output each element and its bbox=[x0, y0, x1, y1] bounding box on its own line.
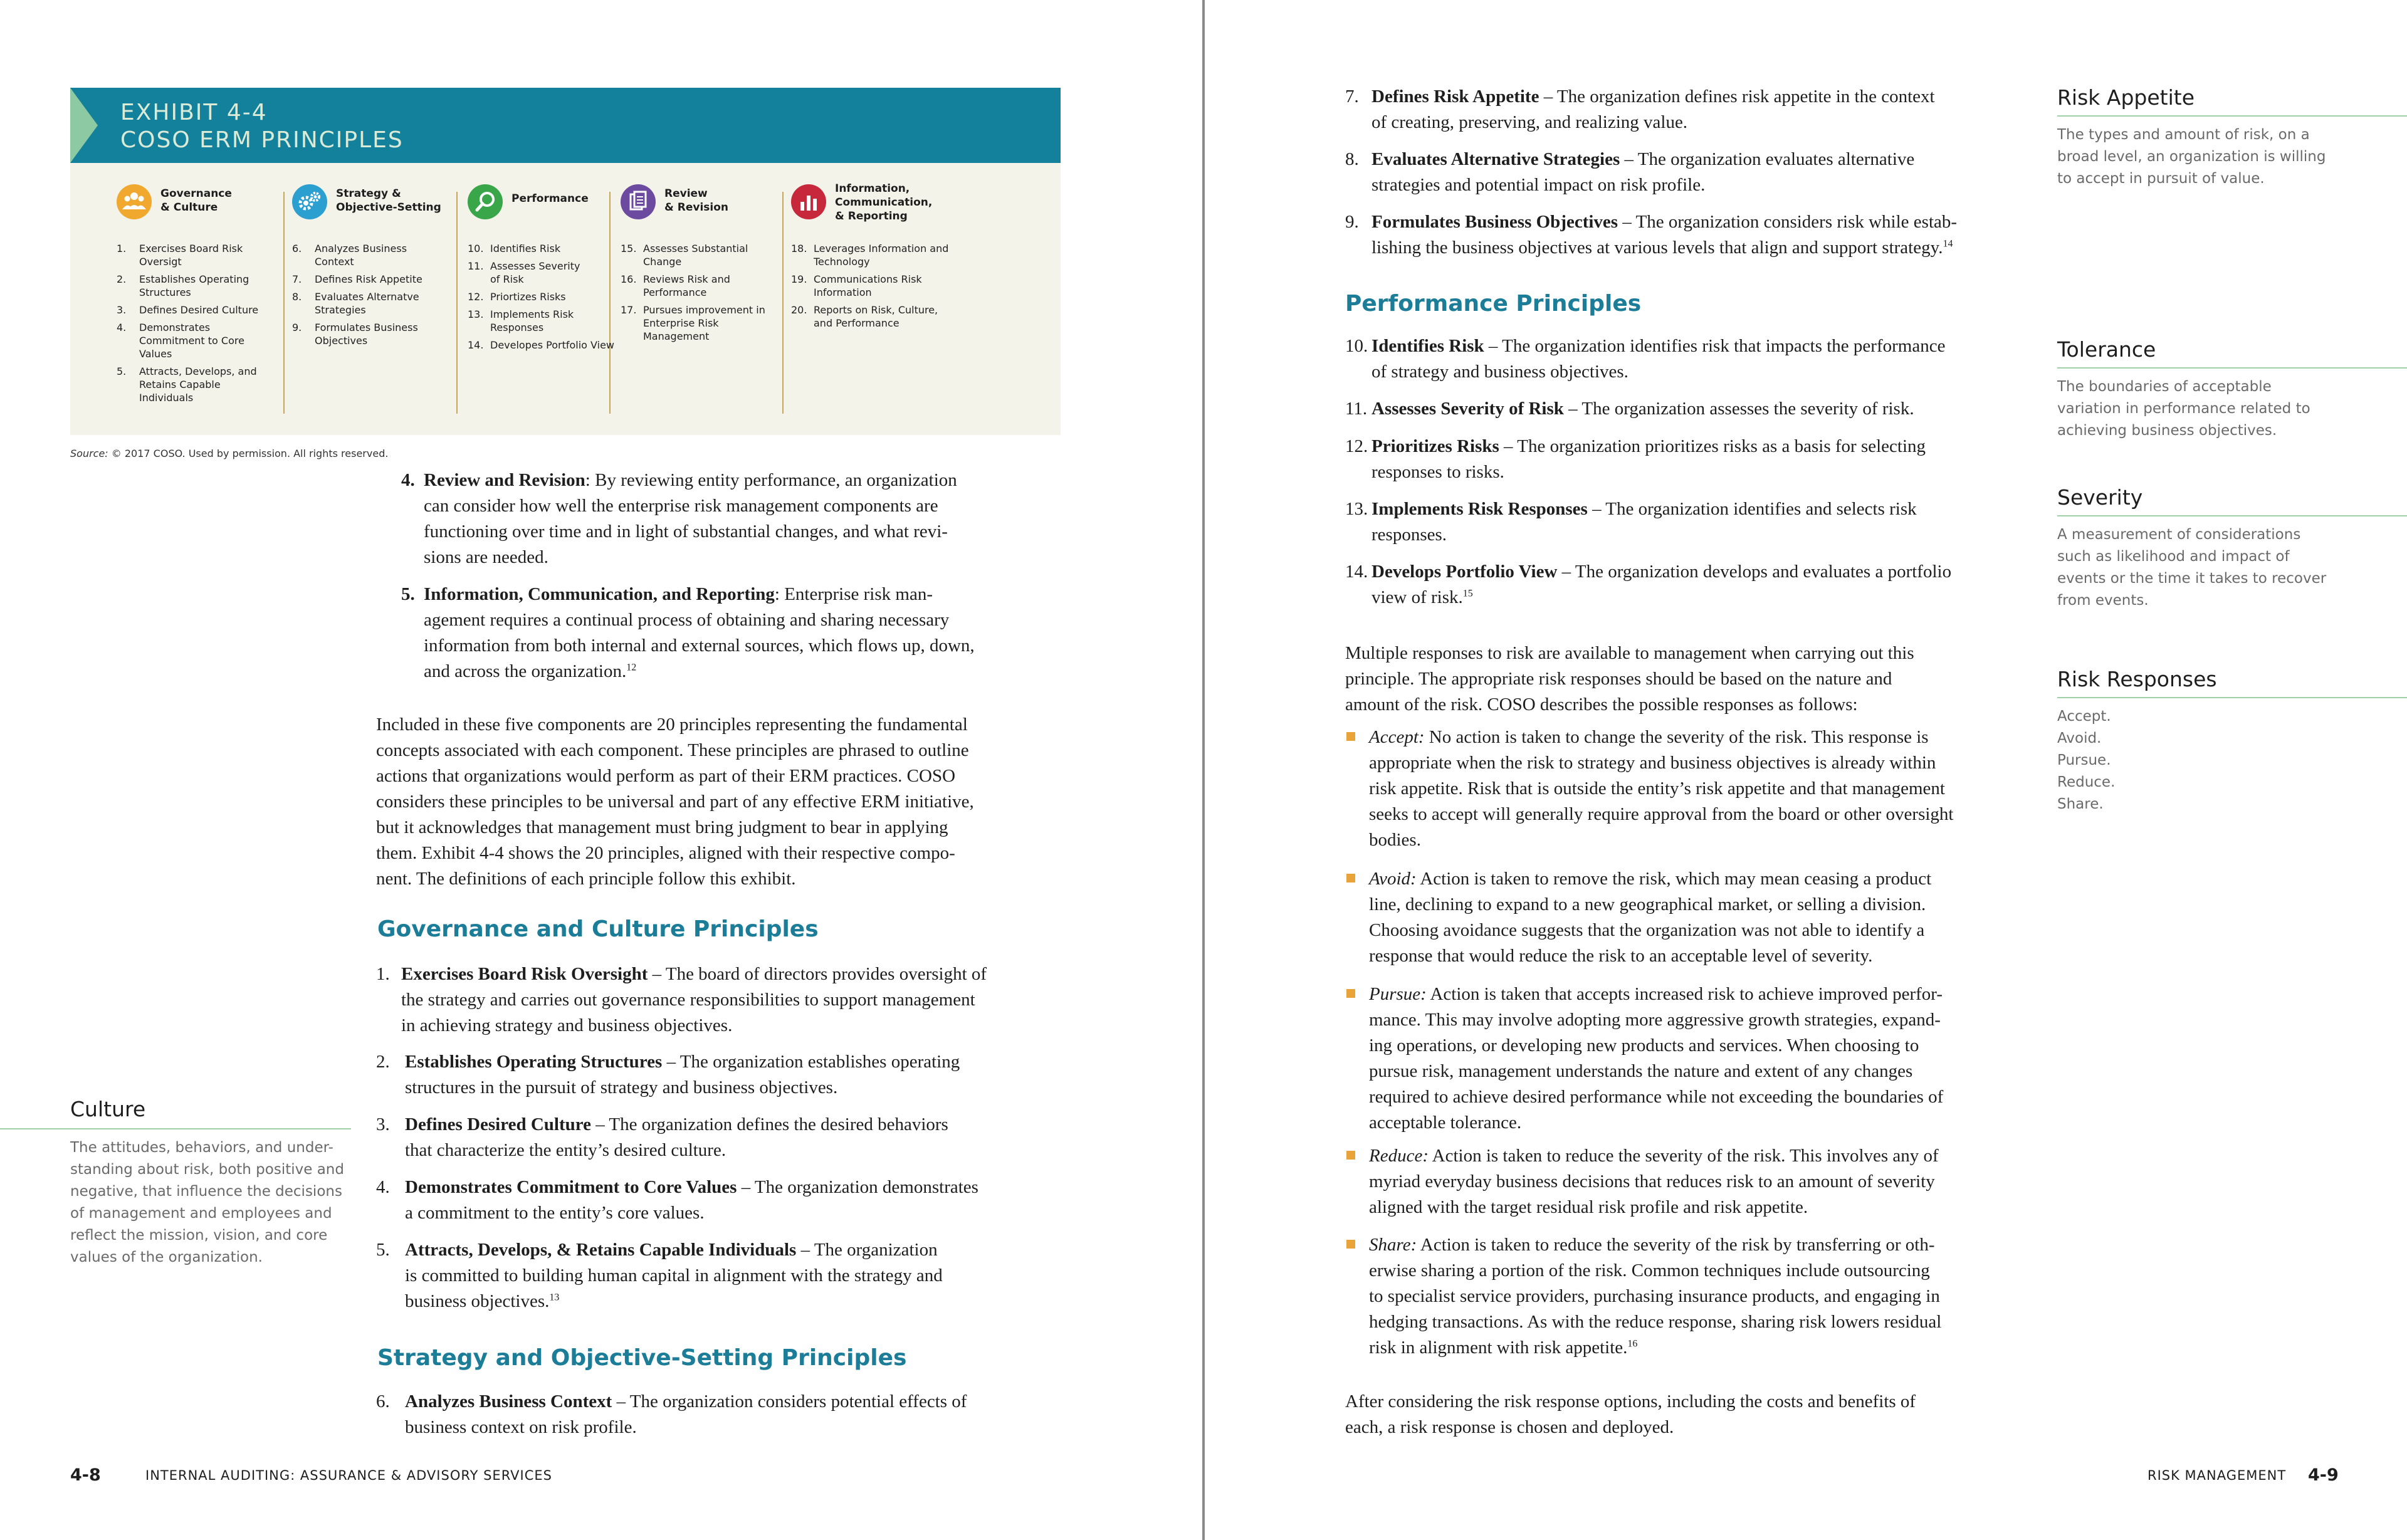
footnote-ref[interactable]: 12 bbox=[626, 662, 637, 673]
exhibit-title-line2: COSO ERM PRINCIPLES bbox=[120, 127, 404, 153]
principle-item: 10. Identifies Risk bbox=[468, 243, 561, 254]
paragraph-after-options: After considering the risk response options, including the costs and benefits of each, a risk response is chosen and deployed. bbox=[1345, 1391, 1916, 1437]
item-term: Develops Portfolio View bbox=[1371, 562, 1558, 582]
principle-13: 13. Implements Risk Responses – The organization identifies and selects risk responses. bbox=[1345, 499, 1917, 545]
sidebar-rule bbox=[2057, 697, 2407, 698]
response-term: Accept: bbox=[1369, 727, 1425, 747]
paragraph-principles-intro: Included in these five components are 20 principles representing the fundamental concepts associated with each component. These principles are phrased to outline actions that organizations would perform as part of their ERM practices. COSO considers these principles to be universal and part of any effective ERM initiative, but it acknowledges that management must bring judgment to bear in applying them. Exhibit 4-4 shows the 20 principles, aligned with their respective compo- nent. The definitions of each principle follow this exhibit. bbox=[376, 715, 974, 889]
principle-list bbox=[117, 242, 267, 409]
item-term: Exercises Board Risk Oversight bbox=[401, 964, 648, 984]
heading-performance-principles: Performance Principles bbox=[1345, 291, 1642, 317]
bullet-square-icon bbox=[1346, 1151, 1355, 1160]
principle-4: 4. Demonstrates Commitment to Core Values – The organization demonstrates a commitment to the entity’s core values. bbox=[376, 1177, 978, 1223]
exhibit-title-line1: EXHIBIT 4-4 bbox=[120, 100, 268, 125]
component-item-information: 5. Information, Communication, and Reporting: Enterprise risk man- agement requires a continual process of obtaining and sharing necessary information from both internal and external sources, which flows up, down, and across the organization.$^{12}$ bbox=[401, 584, 975, 681]
principle-7: 7. Defines Risk Appetite – The organization defines risk appetite in the context of creating, preserving, and realizing value. bbox=[1345, 86, 1935, 132]
bullet-square-icon bbox=[1346, 1240, 1355, 1249]
principle-12: 12. Prioritizes Risks – The organization prioritizes risks as a basis for selecting responses to risks. bbox=[1345, 436, 1926, 482]
sidebar-definition-severity: A measurement of considerations such as likelihood and impact of events or the time it takes to recover from events. bbox=[2057, 526, 2327, 609]
principle-item: 8. Evaluates Alternatve Strategies bbox=[292, 291, 419, 316]
item-term: Attracts, Develops, & Retains Capable Individuals bbox=[405, 1240, 797, 1260]
sidebar-rule bbox=[0, 1128, 351, 1129]
bullet-square-icon bbox=[1346, 732, 1355, 741]
principle-list bbox=[292, 242, 449, 352]
item-term: Information, Communication, and Reporting bbox=[424, 584, 775, 604]
bullet-square-icon bbox=[1346, 989, 1355, 998]
principle-5: 5. Attracts, Develops, & Retains Capable Individuals – The organization is committed to building human capital in alignment with the strategy and business objectives.$^{13}$ bbox=[376, 1240, 943, 1311]
principle-item: 13. Implements Risk Responses bbox=[468, 308, 574, 333]
principle-item: 2. Establishes Operating Structures bbox=[117, 273, 249, 298]
documents-icon bbox=[621, 184, 656, 219]
principle-list bbox=[621, 242, 771, 347]
response-avoid: Avoid: Action is taken to remove the risk, which may mean ceasing a product line, declining to expand to a new geographical market, or selling a division. Choosing avoidance suggests that the organization was not able to identify a response that would reduce the risk to an acceptable level of severity. bbox=[1369, 869, 1932, 966]
sidebar-term-risk-responses: Risk Responses bbox=[2057, 667, 2217, 691]
sidebar-term-severity: Severity bbox=[2057, 485, 2143, 510]
component-heading bbox=[336, 187, 441, 214]
heading-line: Governance bbox=[160, 187, 232, 200]
principle-item: 14. Developes Portfolio View bbox=[468, 339, 615, 351]
response-term: Avoid: bbox=[1369, 869, 1417, 889]
item-term: Implements Risk Responses bbox=[1371, 499, 1588, 519]
sidebar-definition-tolerance: The boundaries of acceptable variation in performance related to achieving business objectives. bbox=[2057, 379, 2310, 439]
principle-item: 18. Leverages Information and Technology bbox=[791, 243, 949, 268]
principle-9: 9. Formulates Business Objectives – The organization considers risk while estab- lishing the business objectives at various levels that align and support strategy.$^{14}$ bbox=[1345, 212, 1958, 258]
principle-item: 5. Attracts, Develops, and Retains Capable Individuals bbox=[117, 365, 257, 404]
principle-2: 2. Establishes Operating Structures – The organization establishes operating structures in the pursuit of strategy and business objectives. bbox=[376, 1052, 960, 1097]
footnote-ref[interactable]: 14 bbox=[1943, 238, 1953, 249]
people-icon bbox=[117, 184, 152, 219]
bar-chart-icon bbox=[791, 184, 826, 219]
principle-item: 20. Reports on Risk, Culture, and Performance bbox=[791, 304, 938, 329]
exhibit-banner-tab bbox=[70, 88, 98, 163]
item-term: Analyzes Business Context bbox=[405, 1391, 612, 1412]
response-share: Share: Action is taken to reduce the severity of the risk by transferring or oth- erwise sharing a portion of the risk. Common techniques include outsourcing to specialist service providers, purchasing insurance products, and engaging in hedging transactions. As with the reduce response, sharing risk lowers residual risk in alignment with risk appetite.$^{16}$ bbox=[1369, 1235, 1942, 1358]
item-term: Assesses Severity of Risk bbox=[1371, 399, 1564, 419]
sidebar-term-tolerance: Tolerance bbox=[2057, 337, 2156, 362]
sidebar-definition-culture: The attitudes, behaviors, and under- standing about risk, both positive and negative, that influence the decisions of management and employees and reflect the mission, vision, and core values of the organization. bbox=[70, 1139, 344, 1265]
heading-line: & Culture bbox=[160, 201, 218, 214]
principle-8: 8. Evaluates Alternative Strategies – The organization evaluates alternative strategies and potential impact on risk profile. bbox=[1345, 149, 1915, 195]
item-term: Formulates Business Objectives bbox=[1371, 212, 1618, 232]
principle-item: 16. Reviews Risk and Performance bbox=[621, 273, 730, 298]
item-term: Defines Risk Appetite bbox=[1371, 86, 1539, 107]
principle-item: 4. Demonstrates Commitment to Core Values bbox=[117, 322, 244, 360]
heading-line: Performance bbox=[511, 192, 589, 205]
heading-line: Objective-Setting bbox=[336, 201, 441, 214]
principle-item: 12. Priortizes Risks bbox=[468, 291, 566, 303]
component-heading bbox=[664, 187, 728, 214]
heading-line: Communication, bbox=[835, 196, 933, 209]
sidebar-definition-risk-responses: Accept. Avoid. Pursue. Reduce. Share. bbox=[2057, 708, 2116, 812]
principle-item: 7. Defines Risk Appetite bbox=[292, 273, 422, 285]
component-heading bbox=[511, 192, 589, 206]
principle-item: 11. Assesses Severity of Risk bbox=[468, 260, 580, 285]
component-heading bbox=[835, 182, 932, 223]
principle-3: 3. Defines Desired Culture – The organization defines the desired behaviors that characterize the entity’s desired culture. bbox=[376, 1114, 948, 1160]
principle-14: 14. Develops Portfolio View – The organization develops and evaluates a portfolio view of risk.$^{15}$ bbox=[1345, 562, 1952, 607]
paragraph-risk-responses-intro: Multiple responses to risk are available to management when carrying out this principle. The appropriate risk responses should be based on the nature and amount of the risk. COSO describes the possible responses as follows: bbox=[1345, 643, 1914, 715]
page-gutter bbox=[1202, 0, 1205, 1540]
response-pursue: Pursue: Action is taken that accepts increased risk to achieve improved perfor- mance. This may involve adopting more aggressive growth strategies, expand- ing operations, or developing new products and services. When choosing to pursue risk, management understands the nature and extent of any changes required to achieve desired performance while not exceeding the boundaries of acceptable tolerance. bbox=[1369, 984, 1944, 1133]
response-term: Pursue: bbox=[1369, 984, 1427, 1004]
response-accept: Accept: No action is taken to change the severity of the risk. This response is appropriate when the risk to strategy and business objectives is already within risk appetite. Risk that is outside the entity’s risk appetite and that management seeks to accept will generally require approval from the board or other oversight bodies. bbox=[1369, 727, 1954, 850]
principle-item: 3. Defines Desired Culture bbox=[117, 304, 259, 316]
component-heading bbox=[160, 187, 232, 214]
item-term: Identifies Risk bbox=[1371, 336, 1484, 356]
principle-list bbox=[468, 242, 615, 356]
sidebar-term-risk-appetite: Risk Appetite bbox=[2057, 85, 2195, 110]
exhibit-source bbox=[70, 448, 388, 459]
heading-line: Review bbox=[664, 187, 708, 200]
principle-11: 11. Assesses Severity of Risk – The organization assesses the severity of risk. bbox=[1345, 399, 1914, 419]
principle-10: 10. Identifies Risk – The organization identifies risk that impacts the performance of strategy and business objectives. bbox=[1345, 336, 1946, 382]
sidebar-rule bbox=[2057, 367, 2407, 369]
running-footer-right: RISK MANAGEMENT bbox=[2147, 1468, 2287, 1483]
component-item-review-revision: 4. Review and Revision: By reviewing entity performance, an organization can consider how well the enterprise risk management components are functioning over time and in light of substantial changes, and what revi- sions are needed. bbox=[401, 470, 957, 567]
principle-item: 6. Analyzes Business Context bbox=[292, 243, 407, 268]
column-divider bbox=[456, 192, 458, 414]
heading-line: Strategy & bbox=[336, 187, 401, 200]
item-term: Establishes Operating Structures bbox=[405, 1052, 663, 1072]
page-number-right: 4-9 bbox=[2308, 1465, 2339, 1485]
heading-line: & Revision bbox=[664, 201, 728, 214]
principle-list bbox=[791, 242, 954, 334]
column-divider bbox=[782, 192, 784, 414]
magnifier-icon bbox=[468, 184, 503, 219]
footnote-ref[interactable]: 13 bbox=[549, 1292, 560, 1303]
bullet-square-icon bbox=[1346, 874, 1355, 883]
heading-governance-culture-principles: Governance and Culture Principles bbox=[377, 916, 819, 942]
principle-item: 15. Assesses Substantial Change bbox=[621, 243, 748, 268]
heading-strategy-objective-principles: Strategy and Objective-Setting Principles bbox=[377, 1345, 907, 1371]
exhibit-title bbox=[120, 99, 404, 154]
item-term: Prioritizes Risks bbox=[1371, 436, 1499, 456]
principle-item: 17. Pursues improvement in Enterprise Risk Management bbox=[621, 304, 765, 342]
item-term: Evaluates Alternative Strategies bbox=[1371, 149, 1620, 169]
source-label: Source: bbox=[70, 448, 108, 459]
sidebar-definition-risk-appetite: The types and amount of risk, on a broad level, an organization is willing to accept in pursuit of value. bbox=[2057, 127, 2326, 187]
item-term: Defines Desired Culture bbox=[405, 1114, 591, 1134]
principle-1: 1. Exercises Board Risk Oversight – The board of directors provides oversight of the strategy and carries out governance responsibilities to support management in achieving strategy and business objectives. bbox=[376, 964, 987, 1035]
heading-line: Information, bbox=[835, 182, 910, 195]
column-divider bbox=[609, 192, 611, 414]
principle-item: 9. Formulates Business Objectives bbox=[292, 322, 418, 347]
gears-icon bbox=[292, 184, 327, 219]
sidebar-rule bbox=[2057, 115, 2407, 117]
footnote-ref[interactable]: 15 bbox=[1462, 588, 1473, 599]
response-reduce: Reduce: Action is taken to reduce the severity of the risk. This involves any of myriad everyday business decisions that reduces risk to an amount of severity aligned with the target residual risk profile and risk appetite. bbox=[1369, 1146, 1939, 1217]
sidebar-term-culture: Culture bbox=[70, 1097, 146, 1121]
running-footer-left: INTERNAL AUDITING: ASSURANCE & ADVISORY SERVICES bbox=[145, 1468, 552, 1483]
source-text: © 2017 COSO. Used by permission. All rights reserved. bbox=[108, 448, 389, 459]
page-number-left: 4-8 bbox=[70, 1465, 101, 1485]
response-term: Share: bbox=[1369, 1235, 1417, 1255]
principle-6: 6. Analyzes Business Context – The organization considers potential effects of business context on risk profile. bbox=[376, 1391, 967, 1437]
item-term: Demonstrates Commitment to Core Values bbox=[405, 1177, 737, 1197]
footnote-ref[interactable]: 16 bbox=[1627, 1338, 1638, 1349]
item-term: Review and Revision bbox=[424, 470, 585, 490]
response-term: Reduce: bbox=[1369, 1146, 1429, 1166]
sidebar-rule bbox=[2057, 515, 2407, 516]
column-divider bbox=[283, 192, 285, 414]
principle-item: 1. Exercises Board Risk Oversigt bbox=[117, 243, 243, 268]
heading-line: & Reporting bbox=[835, 210, 908, 223]
principle-item: 19. Communications Risk Information bbox=[791, 273, 922, 298]
